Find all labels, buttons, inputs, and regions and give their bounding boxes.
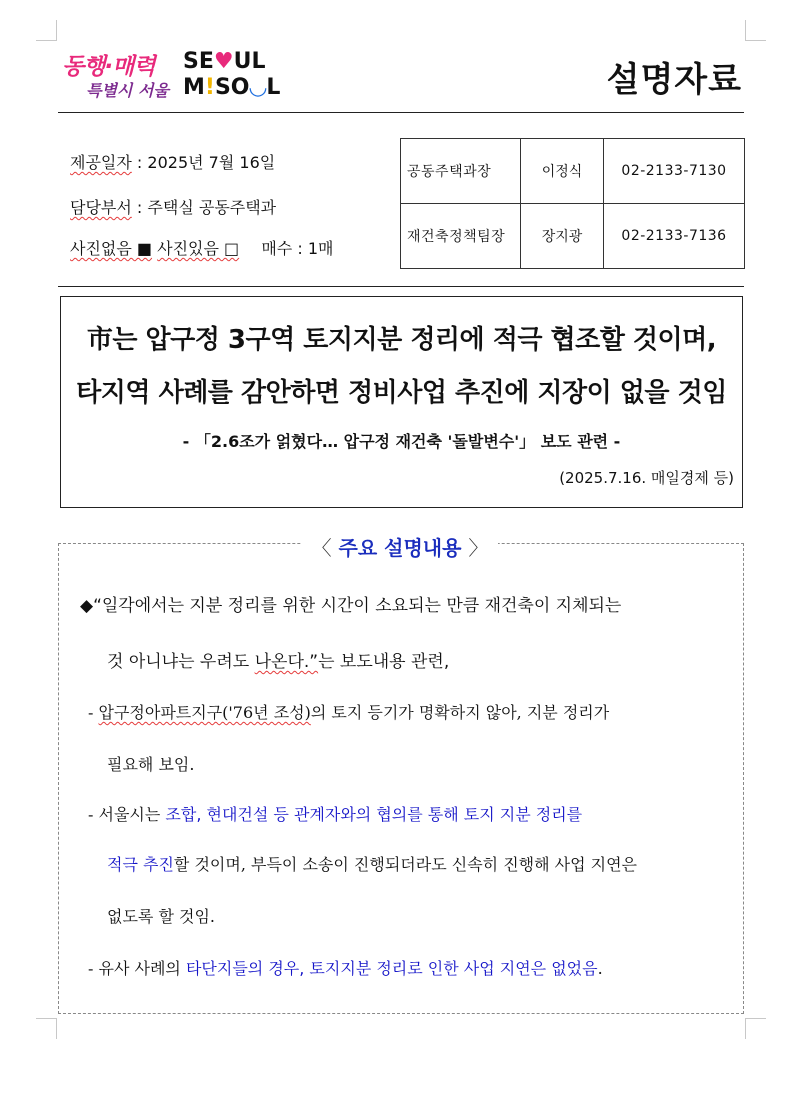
content-title-text: 주요 설명내용 [338,536,462,560]
header-divider [58,112,744,113]
bullet-3: - 유사 사례의 타단지들의 경우, 토지지분 정리로 인한 사업 지연은 없었음. [88,959,603,978]
crop-mark-top-left [36,20,57,41]
bullet-1-cont: 필요해 보임. [107,755,195,774]
contact-phone: 02-2133-7136 [604,204,745,269]
headline-box [60,296,743,508]
meta-date: 제공일자 : 2025년 7월 16일 [70,153,276,172]
bullet-2-end: 없도록 할 것임. [107,907,215,926]
photo-none-flag: 사진없음 ■ [70,239,153,258]
contact-name: 장지광 [521,204,604,269]
contact-name: 이정식 [521,139,604,204]
quote-line2: 것 아니냐는 우려도 나온다.”는 보도내용 관련, [107,652,450,672]
heart-icon: ♥ [213,49,234,74]
contact-phone: 02-2133-7130 [604,139,745,204]
seoul-my-soul-logo [183,50,279,104]
meta-department: 담당부서 : 주택실 공동주택과 [70,198,277,217]
page-count-value: 1매 [307,239,334,258]
bullet-1: - 압구정아파트지구('76년 조성)의 토지 등기가 명확하지 않아, 지분 정리가 [88,703,610,722]
diamond-bullet-icon: ◆ [80,596,94,616]
exclamation-icon: ! [204,75,215,100]
headline-line2: 타지역 사례를 감안하면 정비사업 추진에 지장이 없을 것임 [76,378,727,408]
department-value: 주택실 공동주택과 [147,198,277,217]
meta-divider [58,286,744,287]
page-count-label: 매수 [261,239,293,258]
content-title: 〈 주요 설명내용 〉 [0,532,800,561]
document-type-title: 설명자료 [606,60,742,100]
quote-line1: ◆“일각에서는 지분 정리를 위한 시간이 소요되는 만큼 재건축이 지체되는 [80,596,622,616]
headline-line1: 市는 압구정 3구역 토지지분 정리에 적극 협조할 것이며, [86,325,717,355]
bullet-2-cont: 적극 추진할 것이며, 부득이 소송이 진행되더라도 신속히 진행해 사업 지연은 [107,855,638,874]
smile-icon: ◡ [249,75,267,100]
bullet-2: - 서울시는 조합, 현대건설 등 관계자와의 협의를 통해 토지 지분 정리를 [88,805,583,824]
table-row [401,204,745,269]
contact-position: 공동주택과장 [401,139,521,204]
headline-source: (2025.7.16. 매일경제 등) [559,469,734,487]
logo-word-my-soul: M!SO◡L [183,75,281,100]
table-row [401,139,745,204]
headline-subtitle: - 「2.6조가 얽혔다… 압구정 재건축 '돌발변수'」 보도 관련 - [182,432,621,451]
date-label: 제공일자 [70,153,132,172]
seoul-slogan-logo [62,48,169,104]
date-value: 2025년 7월 16일 [147,153,276,172]
slogan-line1: 동행·매력 [62,54,155,80]
meta-photos: 사진없음 ■ 사진있음 □ 매수 : 1매 [70,239,334,258]
contact-position: 재건축정책팀장 [401,204,521,269]
department-label: 담당부서 [70,198,132,217]
logo-word-seoul: SE♥UL [183,49,266,74]
photo-yes-flag: 사진있음 □ [157,239,240,258]
contact-table [400,138,745,269]
crop-mark-bottom-right [745,1018,766,1039]
crop-mark-top-right [745,20,766,41]
slogan-line2: 특별시 서울 [86,81,169,100]
crop-mark-bottom-left [36,1018,57,1039]
